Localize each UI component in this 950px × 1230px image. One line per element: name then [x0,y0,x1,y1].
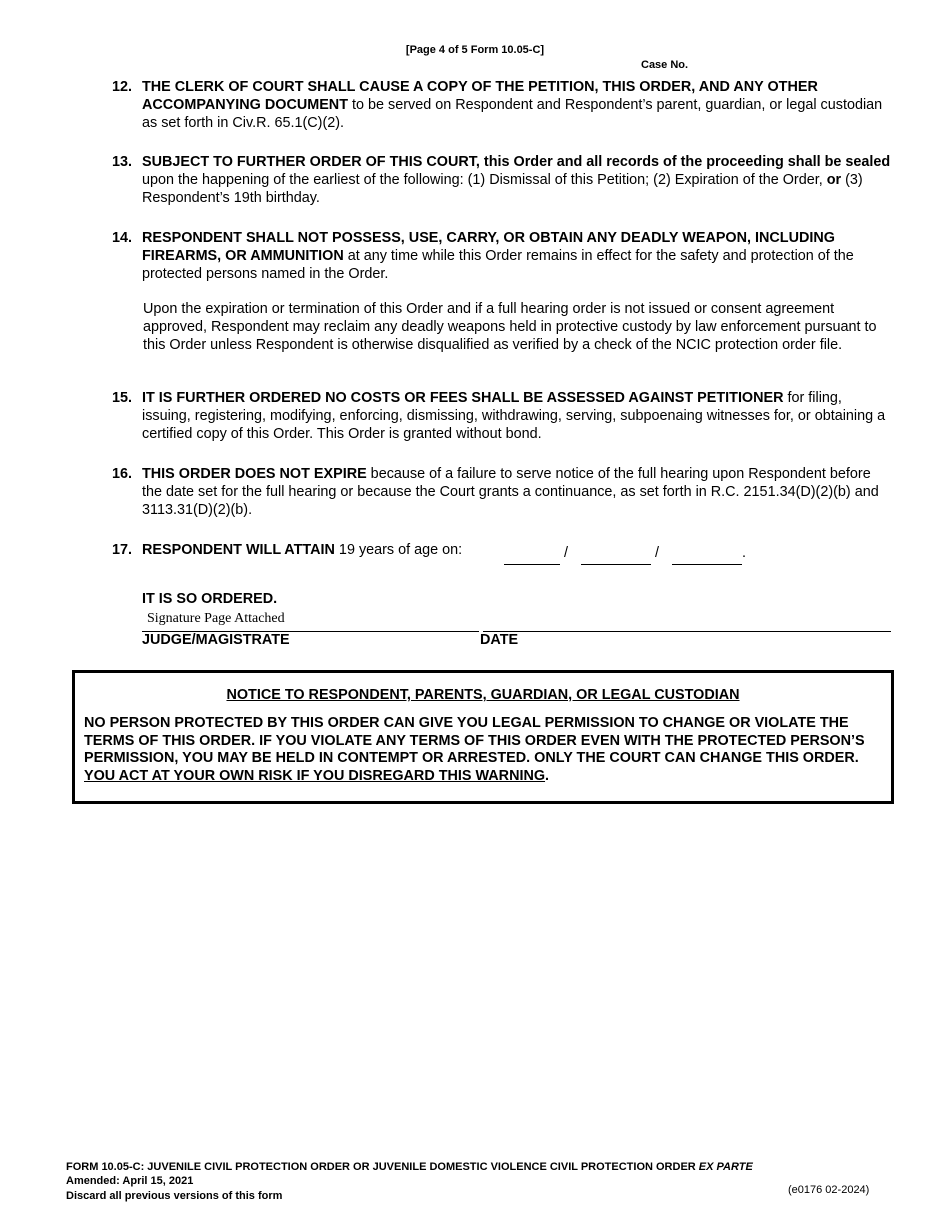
item-number: 15. [112,390,133,406]
item-bold-text: RESPONDENT SHALL NOT POSSESS, USE, CARRY, OR OBTAIN ANY DEADLY WEAPON, INCLUDING FIREARMS, OR AMMUNITION [142,230,835,264]
item-text: at any time while this Order remains in effect for the safety and protection of the protected persons named in the Order. [142,248,854,282]
date-end-period: . [742,545,746,561]
item-text: for filing, issuing, registering, modifying, enforcing, dismissing, withdrawing, serving, subpoenaing witnesses for, or obtaining a certified copy of this Order. This Order is granted without bond. [142,390,886,442]
date-label: DATE [480,632,519,648]
birth-year-field[interactable] [672,564,742,565]
notice-text: NO PERSON PROTECTED BY THIS ORDER CAN GIVE YOU LEGAL PERMISSION TO CHANGE OR VIOLATE THE TERMS OF THIS ORDER. IF YOU VIOLATE ANY TERMS OF THIS ORDER EVEN WITH THE PROTECTED PERSON’S PERMISSION, YOU MAY BE HELD IN CONTEMPT OR ARRESTED. ONLY THE COURT CAN CHANGE THIS ORDER. [84,715,865,766]
footer-form-code: (e0176 02-2024) [788,1184,870,1196]
item-text: because of a failure to serve notice of the full hearing upon Respondent before the date set for the full hearing or because the Court grants a continuance, as set forth in R.C. 2151.34(D)(2)(b) and 3113.31(D)(2)(b). [142,466,879,518]
respondent-notice-box [72,670,894,804]
item-number: 16. [112,466,133,482]
weapon-reclaim-paragraph: Upon the expiration or termination of this Order and if a full hearing order is not issued or consent agreement approved, Respondent may reclaim any deadly weapons held in protective custody by law enforcement pursuant to this Order unless Respondent is otherwise disqualified as verified by a check of the NCIC protection order file. [143,301,877,353]
item-text: to be served on Respondent and Respondent’s parent, guardian, or legal custodian as set forth in Civ.R. 65.1(C)(2). [142,97,883,131]
page-number-header: [Page 4 of 5 Form 10.05-C] [405,44,545,56]
birth-day-field[interactable] [581,564,651,565]
birth-month-field[interactable] [504,564,560,565]
item-number: 12. [112,79,133,95]
item-text: 19 years of age on: [334,542,463,558]
item-bold-text: RESPONDENT WILL ATTAIN [142,542,335,558]
notice-warning: YOU ACT AT YOUR OWN RISK IF YOU DISREGARD THIS WARNING [84,767,546,784]
item-bold-text: IT IS FURTHER ORDERED NO COSTS OR FEES SHALL BE ASSESSED AGAINST PETITIONER [142,390,784,406]
order-item-13 [112,153,892,207]
order-item-12 [112,78,892,132]
item-bold-text: THIS ORDER DOES NOT EXPIRE [142,466,367,482]
item-text: (3) Respondent’s 19th birthday. [142,172,863,206]
judge-magistrate-label: JUDGE/MAGISTRATE [142,632,290,648]
order-item-15 [112,389,892,443]
footer-discard-note: Discard all previous versions of this form [66,1190,283,1202]
footer-amended: Amended: April 15, 2021 [66,1175,194,1187]
item-number: 13. [112,154,133,170]
item-bold-text: THE CLERK OF COURT SHALL CAUSE A COPY OF THE PETITION, THIS ORDER, AND ANY OTHER ACCOMPANYING DOCUMENT [142,79,818,113]
date-signature-line [483,631,891,632]
item-text: upon the happening of the earliest of the following: (1) Dismissal of this Petition; (2) Expiration of the Order, [142,172,827,188]
item-bold-text: SUBJECT TO FURTHER ORDER OF THIS COURT, this Order and all records of the proceeding shall be sealed [142,154,891,170]
notice-end: . [545,767,550,784]
notice-title: NOTICE TO RESPONDENT, PARENTS, GUARDIAN, OR LEGAL CUSTODIAN [226,687,740,703]
date-separator: / [655,545,659,561]
date-separator: / [564,545,568,561]
so-ordered-heading: IT IS SO ORDERED. [142,591,278,607]
footer-form-title [66,1160,753,1175]
order-item-17 [112,541,472,559]
item-number: 14. [112,230,133,246]
case-number-label: Case No. [641,59,689,71]
item-bold-or: or [826,172,842,188]
signature-page-attached-note: Signature Page Attached [147,611,285,626]
order-item-14 [112,229,892,283]
item-number: 17. [112,542,133,558]
notice-body [84,715,889,785]
footer-title-text: FORM 10.05-C: JUVENILE CIVIL PROTECTION ORDER OR JUVENILE DOMESTIC VIOLENCE CIVIL PROTECTION ORDER [66,1161,699,1173]
footer-title-italic: EX PARTE [698,1161,753,1173]
order-item-16 [112,465,892,519]
